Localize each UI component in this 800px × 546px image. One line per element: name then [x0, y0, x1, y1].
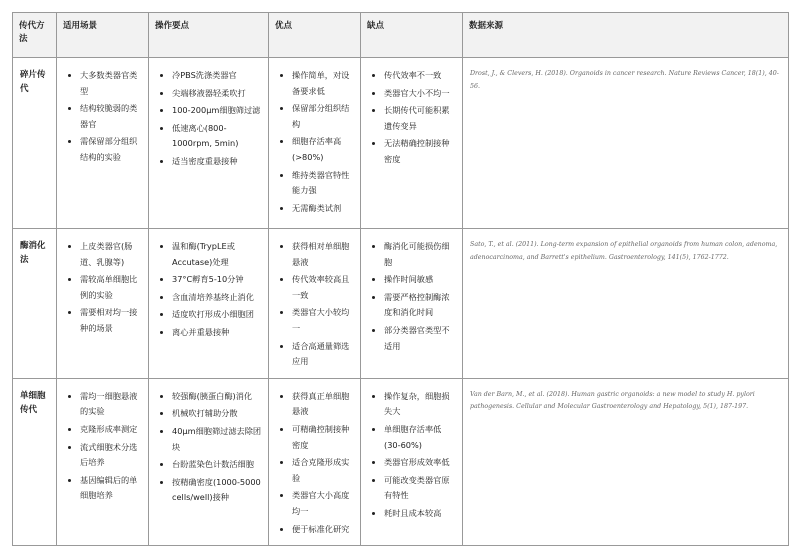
list-item: • 温和酶(TrypLE或Accutase)处理	[172, 239, 262, 270]
list-item: • 适合高通量筛选应用	[292, 339, 354, 370]
pros-cell	[269, 229, 361, 379]
list-item: • 传代效率不一致	[384, 68, 456, 84]
steps-cell	[149, 229, 269, 379]
list-item: • 适当密度重悬接种	[172, 154, 262, 170]
list-item: • 类器官大小高度均一	[292, 488, 354, 519]
list-item: • 传代效率较高且一致	[292, 272, 354, 303]
header-cons: 缺点	[361, 13, 463, 58]
scenarios-cell	[57, 229, 149, 379]
source-citation: Van der Barn, M., et al. (2018). Human gastric organoids: a new model to study H. pylori pathogenesis. Cellular and Molecular Gastroenterology and Hepatology, 5(1), 187-197.	[463, 378, 789, 545]
list-item: • 获得真正单细胞悬液	[292, 389, 354, 420]
list-item: • 按精确密度(1000-5000 cells/well)接种	[172, 475, 262, 506]
list-item: • 长期传代可能积累遗传变异	[384, 103, 456, 134]
header-method: 传代方法	[13, 13, 57, 58]
table-row	[13, 378, 789, 545]
method-name: 酶消化法	[13, 229, 57, 379]
list-item: • 40μm细胞筛过滤去除团块	[172, 424, 262, 455]
table-row	[13, 58, 789, 229]
list-item: • 耗时且成本较高	[384, 506, 456, 522]
list-item: • 操作简单，对设备要求低	[292, 68, 354, 99]
list-item: • 克隆形成率测定	[80, 422, 142, 438]
list-item: • 类器官形成效率低	[384, 455, 456, 471]
header-source: 数据来源	[463, 13, 789, 58]
list-item: • 需均一细胞悬液的实验	[80, 389, 142, 420]
list-item: • 含血清培养基终止消化	[172, 290, 262, 306]
cons-cell	[361, 229, 463, 379]
steps-cell	[149, 378, 269, 545]
list-item: • 尖端移液器轻柔吹打	[172, 86, 262, 102]
header-pros: 优点	[269, 13, 361, 58]
list-item: • 机械吹打辅助分散	[172, 406, 262, 422]
cons-cell	[361, 58, 463, 229]
list-item: • 酶消化可能损伤细胞	[384, 239, 456, 270]
list-item: • 较强酶(胰蛋白酶)消化	[172, 389, 262, 405]
list-item: • 类器官大小较均一	[292, 305, 354, 336]
list-item: • 需要严格控制酶浓度和消化时间	[384, 290, 456, 321]
list-item: • 低速离心(800-1000rpm, 5min)	[172, 121, 262, 152]
list-item: • 保留部分组织结构	[292, 101, 354, 132]
list-item: • 结构较脆弱的类器官	[80, 101, 142, 132]
list-item: • 便于标准化研究	[292, 522, 354, 538]
list-item: • 可能改变类器官原有特性	[384, 473, 456, 504]
header-scenarios: 适用场景	[57, 13, 149, 58]
pros-cell	[269, 378, 361, 545]
list-item: • 操作复杂，细胞损失大	[384, 389, 456, 420]
list-item: • 类器官大小不均一	[384, 86, 456, 102]
source-citation: Drost, J., & Clevers, H. (2018). Organoids in cancer research. Nature Reviews Cancer, 18(1), 40-56.	[463, 58, 789, 229]
scenarios-cell	[57, 378, 149, 545]
table-row	[13, 229, 789, 379]
list-item: • 细胞存活率高(>80%)	[292, 134, 354, 165]
list-item: • 需要相对均一接种的场景	[80, 305, 142, 336]
list-item: • 需较高单细胞比例的实验	[80, 272, 142, 303]
list-item: • 冷PBS洗涤类器官	[172, 68, 262, 84]
list-item: • 适合克隆形成实验	[292, 455, 354, 486]
pros-cell	[269, 58, 361, 229]
list-item: • 37°C孵育5-10分钟	[172, 272, 262, 288]
list-item: • 获得相对单细胞悬液	[292, 239, 354, 270]
list-item: • 单细胞存活率低(30-60%)	[384, 422, 456, 453]
list-item: • 无法精确控制接种密度	[384, 136, 456, 167]
list-item: • 流式细胞术分选后培养	[80, 440, 142, 471]
list-item: • 上皮类器官(肠道、乳腺等)	[80, 239, 142, 270]
list-item: • 无需酶类试剂	[292, 201, 354, 217]
list-item: • 100-200μm细胞筛过滤	[172, 103, 262, 119]
list-item: • 可精确控制接种密度	[292, 422, 354, 453]
list-item: • 离心并重悬接种	[172, 325, 262, 341]
list-item: • 需保留部分组织结构的实验	[80, 134, 142, 165]
list-item: • 适度吹打形成小细胞团	[172, 307, 262, 323]
list-item: • 部分类器官类型不适用	[384, 323, 456, 354]
steps-cell	[149, 58, 269, 229]
list-item: • 台盼蓝染色计数活细胞	[172, 457, 262, 473]
cons-cell	[361, 378, 463, 545]
header-steps: 操作要点	[149, 13, 269, 58]
list-item: • 维持类器官特性能力强	[292, 168, 354, 199]
list-item: • 操作时间敏感	[384, 272, 456, 288]
passage-methods-table	[12, 12, 789, 546]
method-name: 单细胞传代	[13, 378, 57, 545]
scenarios-cell	[57, 58, 149, 229]
method-name: 碎片传代	[13, 58, 57, 229]
list-item: • 基因编辑后的单细胞培养	[80, 473, 142, 504]
source-citation: Sato, T., et al. (2011). Long-term expansion of epithelial organoids from human colon, adenoma, adenocarcinoma, and Barrett's epithelium. Gastroenterology, 141(5), 1762-1772.	[463, 229, 789, 379]
table-header-row	[13, 13, 789, 58]
list-item: • 大多数类器官类型	[80, 68, 142, 99]
